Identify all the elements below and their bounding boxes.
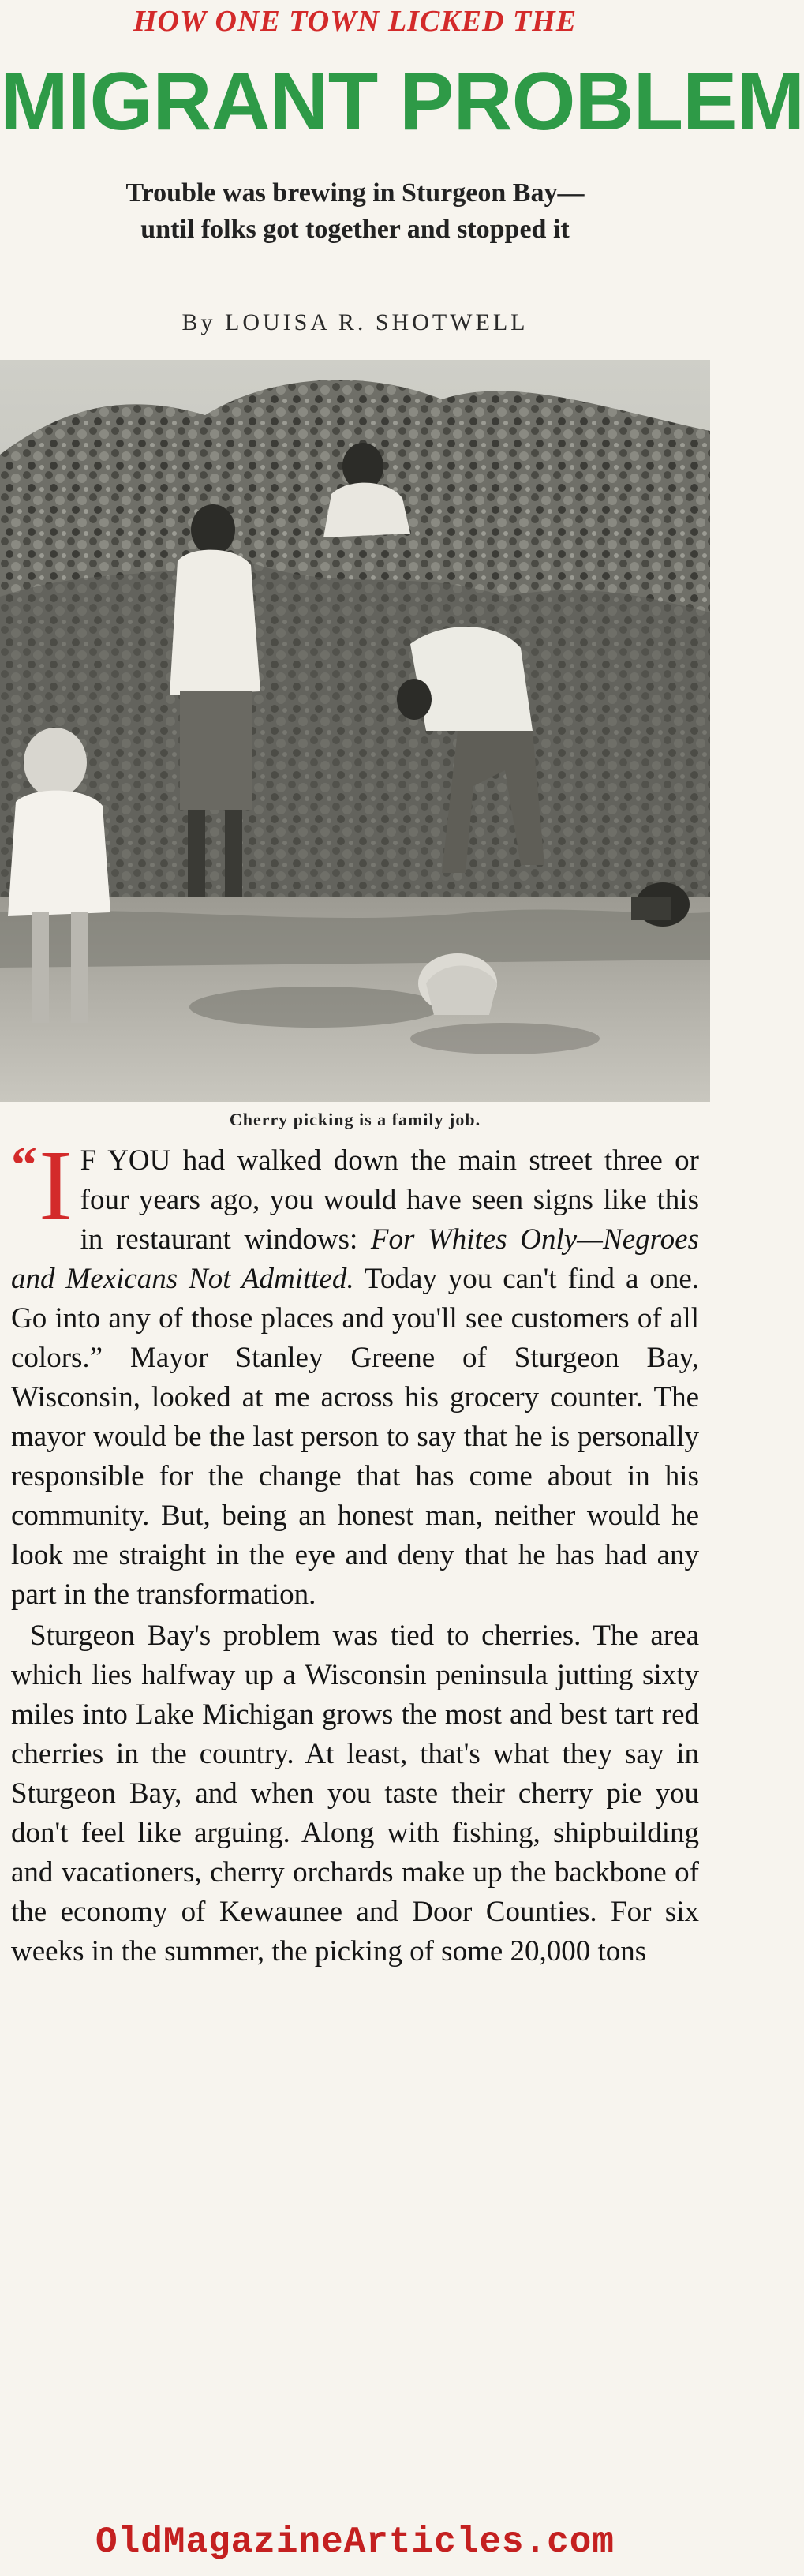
deck-line-1: Trouble was brewing in Sturgeon Bay— — [125, 178, 585, 208]
headline-kicker: HOW ONE TOWN LICKED THE — [133, 5, 578, 38]
byline: By LOUISA R. SHOTWELL — [181, 309, 529, 335]
cherry-picking-photo — [0, 360, 710, 1102]
paragraph-1-text-a: F YOU had walked down the main street three or four years ago, you would have seen signs like this in restaurant windows: — [80, 1144, 699, 1256]
photo-caption: Cherry picking is a family job. — [229, 1110, 481, 1129]
opening-quote-mark: “ — [11, 1136, 37, 1194]
subheadline-deck — [0, 175, 710, 248]
photo-illustration — [0, 360, 710, 1102]
article-paragraph-1 — [11, 1129, 699, 1615]
paragraph-1-italic-sign: For Whites Only—Negroes and Mexicans Not Admitted. — [11, 1223, 699, 1295]
article-body — [11, 1129, 699, 1971]
site-watermark: OldMagazineArticles.com — [0, 2508, 710, 2576]
drop-cap-letter: I — [39, 1129, 73, 1241]
paragraph-1-text-b: Today you can't find a one. Go into any of those places and you'll see customers of all colors.” Mayor Stanley Greene of Sturgeon Bay, Wisconsin, looked at me across his grocery counter. The mayor would be the last person to say that he is personally responsible for the change that has come about in his community. But, being an honest man, neither would he look me straight in the eye and deny that he has had any part in the transformation. — [11, 1263, 699, 1611]
headline-title: MIGRANT PROBLEM — [0, 56, 804, 148]
deck-line-2: until folks got together and stopped it — [140, 215, 570, 244]
article-paragraph-2: Sturgeon Bay's problem was tied to cherries. The area which lies halfway up a Wisconsin peninsula jutting sixty miles into Lake Michigan grows the most and best tart red cherries in the country. At least, that's what they say in Sturgeon Bay, and when you taste their cherry pie you don't feel like arguing. Along with fishing, shipbuilding and vacationers, cherry orchards make up the backbone of the economy of Kewaunee and Door Counties. For six weeks in the summer, the picking of some 20,000 tons — [11, 1619, 699, 1968]
